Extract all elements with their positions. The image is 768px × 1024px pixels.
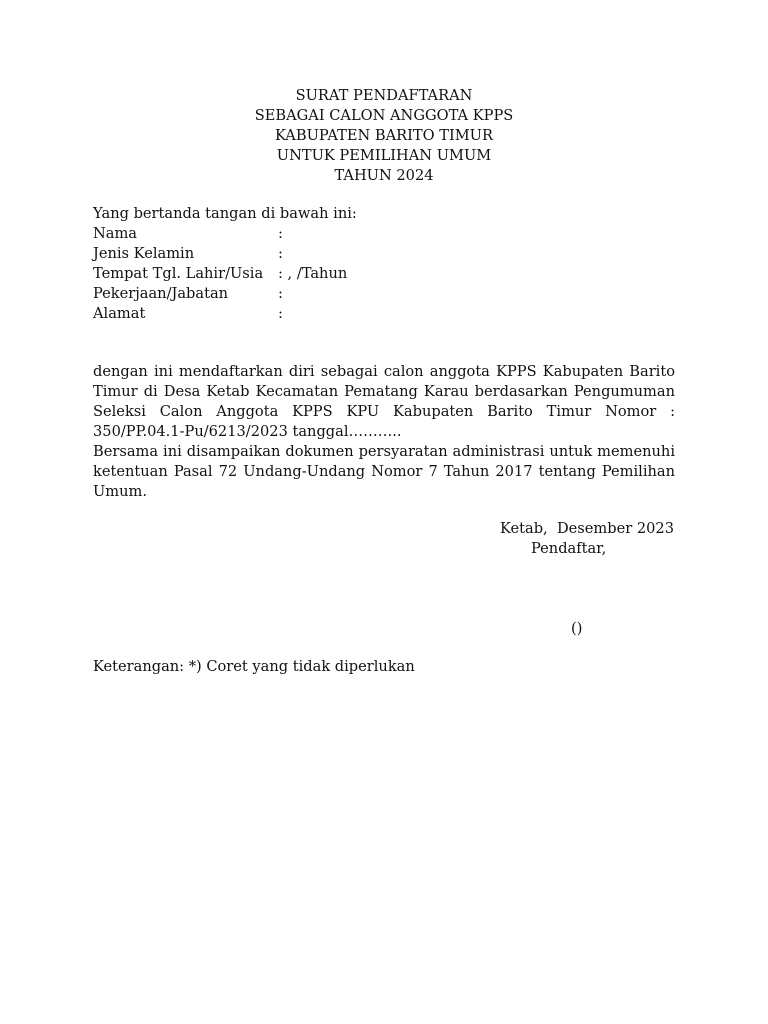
title-line: KABUPATEN BARITO TIMUR bbox=[275, 127, 493, 144]
field-row-jenis-kelamin bbox=[93, 244, 347, 264]
field-label: Jenis Kelamin bbox=[93, 245, 195, 262]
field-row-pekerjaan bbox=[93, 284, 347, 304]
field-row-nama bbox=[93, 224, 347, 244]
intro-text: Yang bertanda tangan di bawah ini: bbox=[93, 205, 357, 222]
document-title bbox=[93, 86, 675, 186]
field-value: : bbox=[278, 225, 283, 242]
field-value: : bbox=[278, 305, 283, 322]
title-line: SEBAGAI CALON ANGGOTA KPPS bbox=[254, 107, 514, 124]
signature-place-date: Ketab, Desember 2023 bbox=[499, 520, 674, 537]
field-row-alamat bbox=[93, 304, 347, 324]
title-line: TAHUN 2024 bbox=[334, 167, 434, 184]
identity-fields bbox=[93, 224, 347, 324]
field-value: : , /Tahun bbox=[278, 265, 348, 282]
field-value: : bbox=[278, 245, 283, 262]
title-line: UNTUK PEMILIHAN UMUM bbox=[276, 147, 492, 164]
field-label: Tempat Tgl. Lahir/Usia bbox=[93, 265, 264, 282]
field-value: : bbox=[278, 285, 283, 302]
field-label: Pekerjaan/Jabatan bbox=[93, 285, 229, 302]
field-row-tempat-tgl-lahir bbox=[93, 264, 347, 284]
field-label: Nama bbox=[93, 225, 138, 242]
body-text bbox=[93, 362, 675, 502]
footnote: Keterangan: *) Coret yang tidak diperlukan bbox=[93, 658, 415, 675]
documents-paragraph: Bersama ini disampaikan dokumen persyaratan administrasi untuk memenuhi ketentuan Pasal 72 Undang-Undang Nomor 7 Tahun 2017 tentang Pemilihan Umum. bbox=[93, 443, 675, 500]
signature-role: Pendaftar, bbox=[531, 540, 607, 557]
signature-name: () bbox=[571, 620, 583, 637]
field-label: Alamat bbox=[93, 305, 146, 322]
registration-paragraph: dengan ini mendaftarkan diri sebagai calon anggota KPPS Kabupaten Barito Timur di Desa Ketab Kecamatan Pematang Karau berdasarkan Pengumuman Seleksi Calon Anggota KPPS KPU Kabupaten Barito Timur Nomor : 350/PP.04.1-Pu/6213/2023 tanggal……….. bbox=[93, 363, 675, 440]
title-line: SURAT PENDAFTARAN bbox=[295, 87, 473, 104]
